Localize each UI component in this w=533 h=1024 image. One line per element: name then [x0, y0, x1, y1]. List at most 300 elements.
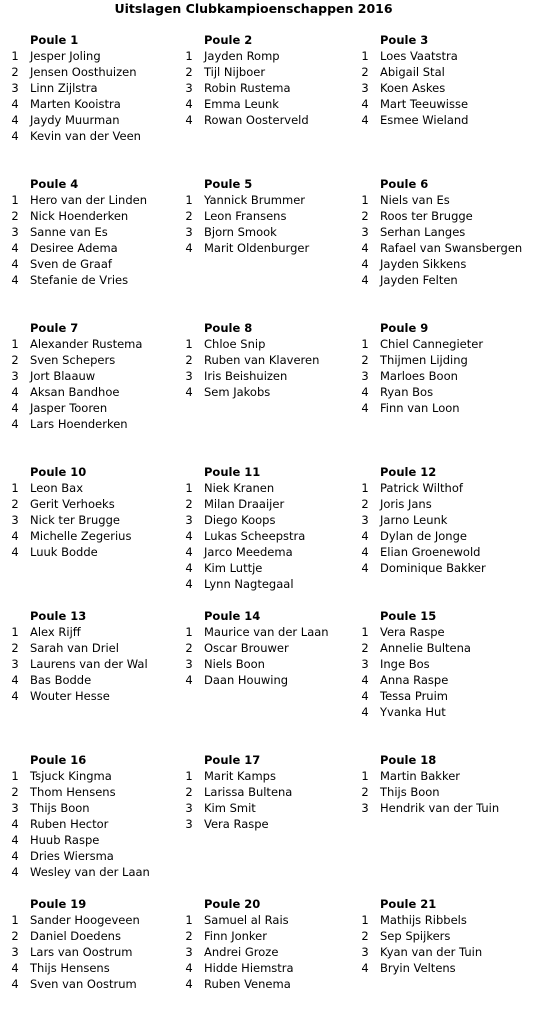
result-row [8, 480, 183, 496]
result-row [358, 112, 533, 128]
rank-number: 3 [11, 369, 19, 383]
player-name: Sven van Oostrum [30, 977, 137, 991]
rank-number: 4 [185, 97, 193, 111]
result-row [358, 496, 533, 512]
player-name: Hero van der Linden [30, 193, 147, 207]
rank-number: 2 [361, 929, 369, 943]
rank-number: 1 [185, 193, 193, 207]
result-row [182, 912, 357, 928]
player-name: Jensen Oosthuizen [30, 65, 137, 79]
player-name: Niels Boon [204, 657, 265, 671]
rank-number: 1 [11, 913, 19, 927]
rank-number: 2 [185, 209, 193, 223]
result-row [182, 80, 357, 96]
result-row [182, 512, 357, 528]
rank-number: 4 [361, 97, 369, 111]
player-name: Ruben Hector [30, 817, 109, 831]
result-row [8, 688, 183, 704]
rank-number: 1 [361, 49, 369, 63]
rank-number: 2 [11, 497, 19, 511]
result-row [182, 624, 357, 640]
result-row [358, 800, 533, 816]
rank-number: 1 [11, 193, 19, 207]
result-row [8, 224, 183, 240]
poule-block [8, 608, 183, 704]
poule-heading: Poule 19 [30, 897, 87, 911]
result-row [8, 384, 183, 400]
player-name: Roos ter Brugge [380, 209, 473, 223]
player-name: Dylan de Jonge [380, 529, 467, 543]
result-row [182, 224, 357, 240]
result-row [358, 352, 533, 368]
player-name: Leon Bax [30, 481, 84, 495]
result-row [8, 912, 183, 928]
result-row [182, 768, 357, 784]
result-row [182, 960, 357, 976]
rank-number: 3 [11, 801, 19, 815]
player-name: Thom Hensens [30, 785, 116, 799]
result-row [358, 944, 533, 960]
player-name: Martin Bakker [380, 769, 460, 783]
result-row [358, 784, 533, 800]
rank-number: 3 [185, 945, 193, 959]
player-name: Milan Draaijer [204, 497, 285, 511]
result-row [8, 400, 183, 416]
rank-number: 4 [11, 529, 19, 543]
rank-number: 3 [361, 513, 369, 527]
player-name: Huub Raspe [30, 833, 100, 847]
rank-number: 2 [361, 641, 369, 655]
poule-block [358, 896, 533, 976]
player-name: Tessa Pruim [380, 689, 448, 703]
player-name: Jasper Tooren [30, 401, 108, 415]
rank-number: 4 [11, 113, 19, 127]
result-row [182, 192, 357, 208]
result-row [182, 816, 357, 832]
poule-heading: Poule 5 [204, 177, 253, 191]
rank-number: 4 [11, 673, 19, 687]
result-row [182, 336, 357, 352]
result-row [358, 528, 533, 544]
player-name: Chloe Snip [204, 337, 266, 351]
result-row [358, 208, 533, 224]
result-row [358, 96, 533, 112]
result-row [8, 208, 183, 224]
player-name: Mathijs Ribbels [380, 913, 467, 927]
result-row [182, 800, 357, 816]
result-row [182, 240, 357, 256]
rank-number: 4 [11, 977, 19, 991]
result-row [182, 208, 357, 224]
rank-number: 1 [185, 49, 193, 63]
result-row [358, 624, 533, 640]
rank-number: 1 [185, 625, 193, 639]
rank-number: 3 [11, 657, 19, 671]
result-row [8, 256, 183, 272]
rank-number: 1 [11, 49, 19, 63]
player-name: Alexander Rustema [30, 337, 143, 351]
poule-block [8, 320, 183, 432]
poule-heading: Poule 20 [204, 897, 261, 911]
result-row [8, 64, 183, 80]
player-name: Jaydy Muurman [30, 113, 120, 127]
rank-number: 1 [185, 913, 193, 927]
result-row [8, 544, 183, 560]
poule-block [182, 320, 357, 400]
result-row [182, 560, 357, 576]
player-name: Jayden Romp [204, 49, 280, 63]
rank-number: 2 [11, 785, 19, 799]
result-row [358, 960, 533, 976]
player-name: Rowan Oosterveld [204, 113, 309, 127]
rank-number: 2 [361, 65, 369, 79]
player-name: Marit Kamps [204, 769, 276, 783]
player-name: Jesper Joling [30, 49, 101, 63]
poule-block [182, 752, 357, 832]
player-name: Sven de Graaf [30, 257, 112, 271]
player-name: Lynn Nagtegaal [204, 577, 294, 591]
player-name: Jayden Sikkens [380, 257, 467, 271]
rank-number: 4 [11, 385, 19, 399]
player-name: Kyan van der Tuin [380, 945, 483, 959]
result-row [8, 496, 183, 512]
rank-number: 4 [361, 401, 369, 415]
player-name: Rafael van Swansbergen [380, 241, 523, 255]
player-name: Niels van Es [380, 193, 450, 207]
player-name: Hidde Hiemstra [204, 961, 294, 975]
player-name: Luuk Bodde [30, 545, 98, 559]
result-row [8, 864, 183, 880]
result-row [358, 480, 533, 496]
poule-block [8, 32, 183, 144]
poule-heading: Poule 6 [380, 177, 429, 191]
rank-number: 2 [11, 209, 19, 223]
rank-number: 2 [11, 929, 19, 943]
player-name: Linn Zijlstra [30, 81, 98, 95]
player-name: Joris Jans [380, 497, 432, 511]
rank-number: 4 [361, 385, 369, 399]
rank-number: 4 [11, 833, 19, 847]
player-name: Kim Smit [204, 801, 256, 815]
poule-block [358, 464, 533, 576]
result-row [8, 624, 183, 640]
player-name: Serhan Langes [380, 225, 466, 239]
result-row [358, 192, 533, 208]
result-row [8, 944, 183, 960]
rank-number: 4 [361, 257, 369, 271]
rank-number: 2 [185, 497, 193, 511]
player-name: Leon Fransens [204, 209, 287, 223]
rank-number: 4 [11, 257, 19, 271]
result-row [8, 960, 183, 976]
player-name: Vera Raspe [204, 817, 269, 831]
result-row [182, 944, 357, 960]
result-row [8, 800, 183, 816]
result-row [358, 336, 533, 352]
player-name: Gerit Verhoeks [30, 497, 115, 511]
player-name: Mart Teeuwisse [380, 97, 469, 111]
rank-number: 3 [11, 225, 19, 239]
rank-number: 1 [185, 769, 193, 783]
result-row [8, 272, 183, 288]
player-name: Sem Jakobs [204, 385, 271, 399]
result-row [8, 80, 183, 96]
rank-number: 4 [361, 273, 369, 287]
result-row [358, 272, 533, 288]
rank-number: 2 [11, 353, 19, 367]
rank-number: 3 [185, 657, 193, 671]
player-name: Sander Hoogeveen [30, 913, 140, 927]
rank-number: 3 [185, 369, 193, 383]
rank-number: 4 [185, 961, 193, 975]
poule-block [8, 176, 183, 288]
result-row [182, 480, 357, 496]
player-name: Nick Hoenderken [30, 209, 129, 223]
result-row [8, 832, 183, 848]
rank-number: 2 [361, 353, 369, 367]
rank-number: 3 [185, 817, 193, 831]
result-row [358, 560, 533, 576]
result-row [182, 544, 357, 560]
player-name: Bas Bodde [30, 673, 92, 687]
rank-number: 1 [11, 481, 19, 495]
player-name: Dominique Bakker [380, 561, 486, 575]
rank-number: 1 [361, 913, 369, 927]
result-row [358, 672, 533, 688]
rank-number: 4 [185, 113, 193, 127]
rank-number: 2 [185, 929, 193, 943]
poule-heading: Poule 2 [204, 33, 253, 47]
rank-number: 4 [361, 689, 369, 703]
player-name: Emma Leunk [204, 97, 279, 111]
rank-number: 4 [361, 961, 369, 975]
result-row [182, 928, 357, 944]
player-name: Laurens van der Wal [30, 657, 148, 671]
result-row [358, 400, 533, 416]
poule-heading: Poule 9 [380, 321, 429, 335]
player-name: Yvanka Hut [380, 705, 446, 719]
player-name: Bjorn Smook [204, 225, 277, 239]
rank-number: 4 [11, 865, 19, 879]
player-name: Maurice van der Laan [204, 625, 329, 639]
rank-number: 4 [11, 241, 19, 255]
rank-number: 4 [185, 241, 193, 255]
result-row [358, 640, 533, 656]
player-name: Sep Spijkers [380, 929, 451, 943]
player-name: Annelie Bultena [380, 641, 471, 655]
result-row [182, 352, 357, 368]
result-row [8, 352, 183, 368]
result-row [182, 496, 357, 512]
rank-number: 2 [11, 641, 19, 655]
player-name: Sarah van Driel [30, 641, 119, 655]
player-name: Stefanie de Vries [30, 273, 129, 287]
result-row [182, 784, 357, 800]
poule-block [358, 608, 533, 720]
result-row [8, 928, 183, 944]
poule-heading: Poule 18 [380, 753, 437, 767]
rank-number: 1 [361, 481, 369, 495]
player-name: Desiree Adema [30, 241, 118, 255]
rank-number: 2 [361, 209, 369, 223]
result-row [358, 80, 533, 96]
rank-number: 4 [361, 561, 369, 575]
player-name: Jayden Felten [380, 273, 458, 287]
result-row [182, 640, 357, 656]
rank-number: 3 [361, 225, 369, 239]
player-name: Thijs Boon [30, 801, 90, 815]
player-name: Lukas Scheepstra [204, 529, 306, 543]
rank-number: 4 [185, 577, 193, 591]
player-name: Esmee Wieland [380, 113, 469, 127]
player-name: Elian Groenewold [380, 545, 481, 559]
poule-heading: Poule 14 [204, 609, 261, 623]
rank-number: 4 [11, 689, 19, 703]
rank-number: 2 [185, 641, 193, 655]
player-name: Lars Hoenderken [30, 417, 128, 431]
player-name: Samuel al Rais [204, 913, 289, 927]
player-name: Diego Koops [204, 513, 276, 527]
rank-number: 4 [361, 113, 369, 127]
result-row [358, 544, 533, 560]
poule-heading: Poule 11 [204, 465, 261, 479]
result-row [8, 528, 183, 544]
rank-number: 1 [11, 769, 19, 783]
player-name: Bryin Veltens [380, 961, 456, 975]
player-name: Dries Wiersma [30, 849, 114, 863]
rank-number: 4 [185, 673, 193, 687]
result-row [182, 384, 357, 400]
player-name: Tsjuck Kingma [30, 769, 112, 783]
poule-block [8, 464, 183, 560]
poule-heading: Poule 15 [380, 609, 437, 623]
result-row [358, 48, 533, 64]
player-name: Michelle Zegerius [30, 529, 132, 543]
rank-number: 1 [361, 337, 369, 351]
poule-block [182, 896, 357, 992]
rank-number: 4 [361, 673, 369, 687]
rank-number: 4 [11, 273, 19, 287]
result-row [358, 928, 533, 944]
rank-number: 1 [11, 625, 19, 639]
player-name: Jort Blaauw [30, 369, 96, 383]
player-name: Thijs Boon [380, 785, 440, 799]
player-name: Larissa Bultena [204, 785, 293, 799]
result-row [8, 112, 183, 128]
player-name: Nick ter Brugge [30, 513, 120, 527]
rank-number: 4 [185, 977, 193, 991]
rank-number: 1 [361, 193, 369, 207]
rank-number: 2 [185, 353, 193, 367]
result-row [182, 976, 357, 992]
rank-number: 2 [361, 785, 369, 799]
result-row [8, 192, 183, 208]
player-name: Ryan Bos [380, 385, 434, 399]
page-title: Uitslagen Clubkampioenschappen 2016 [114, 1, 393, 16]
result-row [8, 768, 183, 784]
rank-number: 2 [11, 65, 19, 79]
result-row [182, 672, 357, 688]
result-row [8, 128, 183, 144]
player-name: Hendrik van der Tuin [380, 801, 500, 815]
result-row [8, 816, 183, 832]
player-name: Anna Raspe [380, 673, 449, 687]
rank-number: 3 [11, 513, 19, 527]
rank-number: 3 [185, 225, 193, 239]
poule-heading: Poule 17 [204, 753, 261, 767]
poule-block [182, 32, 357, 128]
player-name: Wesley van der Laan [30, 865, 150, 879]
rank-number: 4 [11, 417, 19, 431]
rank-number: 3 [185, 801, 193, 815]
poule-block [358, 752, 533, 816]
player-name: Patrick Wilthof [380, 481, 463, 495]
poule-block [358, 32, 533, 128]
poule-heading: Poule 13 [30, 609, 87, 623]
rank-number: 4 [11, 817, 19, 831]
player-name: Marloes Boon [380, 369, 458, 383]
poule-heading: Poule 4 [30, 177, 79, 191]
result-row [358, 768, 533, 784]
rank-number: 4 [11, 849, 19, 863]
rank-number: 4 [185, 545, 193, 559]
poule-block [182, 608, 357, 688]
player-name: Lars van Oostrum [30, 945, 133, 959]
player-name: Ruben Venema [204, 977, 291, 991]
poule-heading: Poule 16 [30, 753, 87, 767]
result-row [182, 528, 357, 544]
player-name: Niek Kranen [204, 481, 275, 495]
poule-block [182, 176, 357, 256]
player-name: Aksan Bandhoe [30, 385, 120, 399]
player-name: Tijl Nijboer [204, 65, 266, 79]
result-row [182, 112, 357, 128]
player-name: Inge Bos [380, 657, 430, 671]
poule-heading: Poule 21 [380, 897, 437, 911]
result-row [182, 96, 357, 112]
rank-number: 2 [185, 65, 193, 79]
player-name: Koen Askes [380, 81, 446, 95]
result-row [182, 64, 357, 80]
rank-number: 2 [361, 497, 369, 511]
result-row [358, 368, 533, 384]
result-row [358, 384, 533, 400]
player-name: Wouter Hesse [30, 689, 110, 703]
rank-number: 4 [185, 561, 193, 575]
result-row [8, 640, 183, 656]
player-name: Thijs Hensens [30, 961, 110, 975]
result-row [8, 368, 183, 384]
result-row [358, 912, 533, 928]
result-row [182, 576, 357, 592]
rank-number: 4 [361, 705, 369, 719]
rank-number: 4 [361, 545, 369, 559]
player-name: Chiel Cannegieter [380, 337, 484, 351]
rank-number: 4 [11, 545, 19, 559]
poule-heading: Poule 8 [204, 321, 253, 335]
result-row [358, 512, 533, 528]
player-name: Finn Jonker [204, 929, 267, 943]
result-row [358, 688, 533, 704]
player-name: Sven Schepers [30, 353, 116, 367]
player-name: Marten Kooistra [30, 97, 121, 111]
player-name: Kim Luttje [204, 561, 263, 575]
poule-block [358, 320, 533, 416]
result-row [358, 256, 533, 272]
rank-number: 1 [185, 337, 193, 351]
rank-number: 1 [185, 481, 193, 495]
rank-number: 4 [185, 385, 193, 399]
